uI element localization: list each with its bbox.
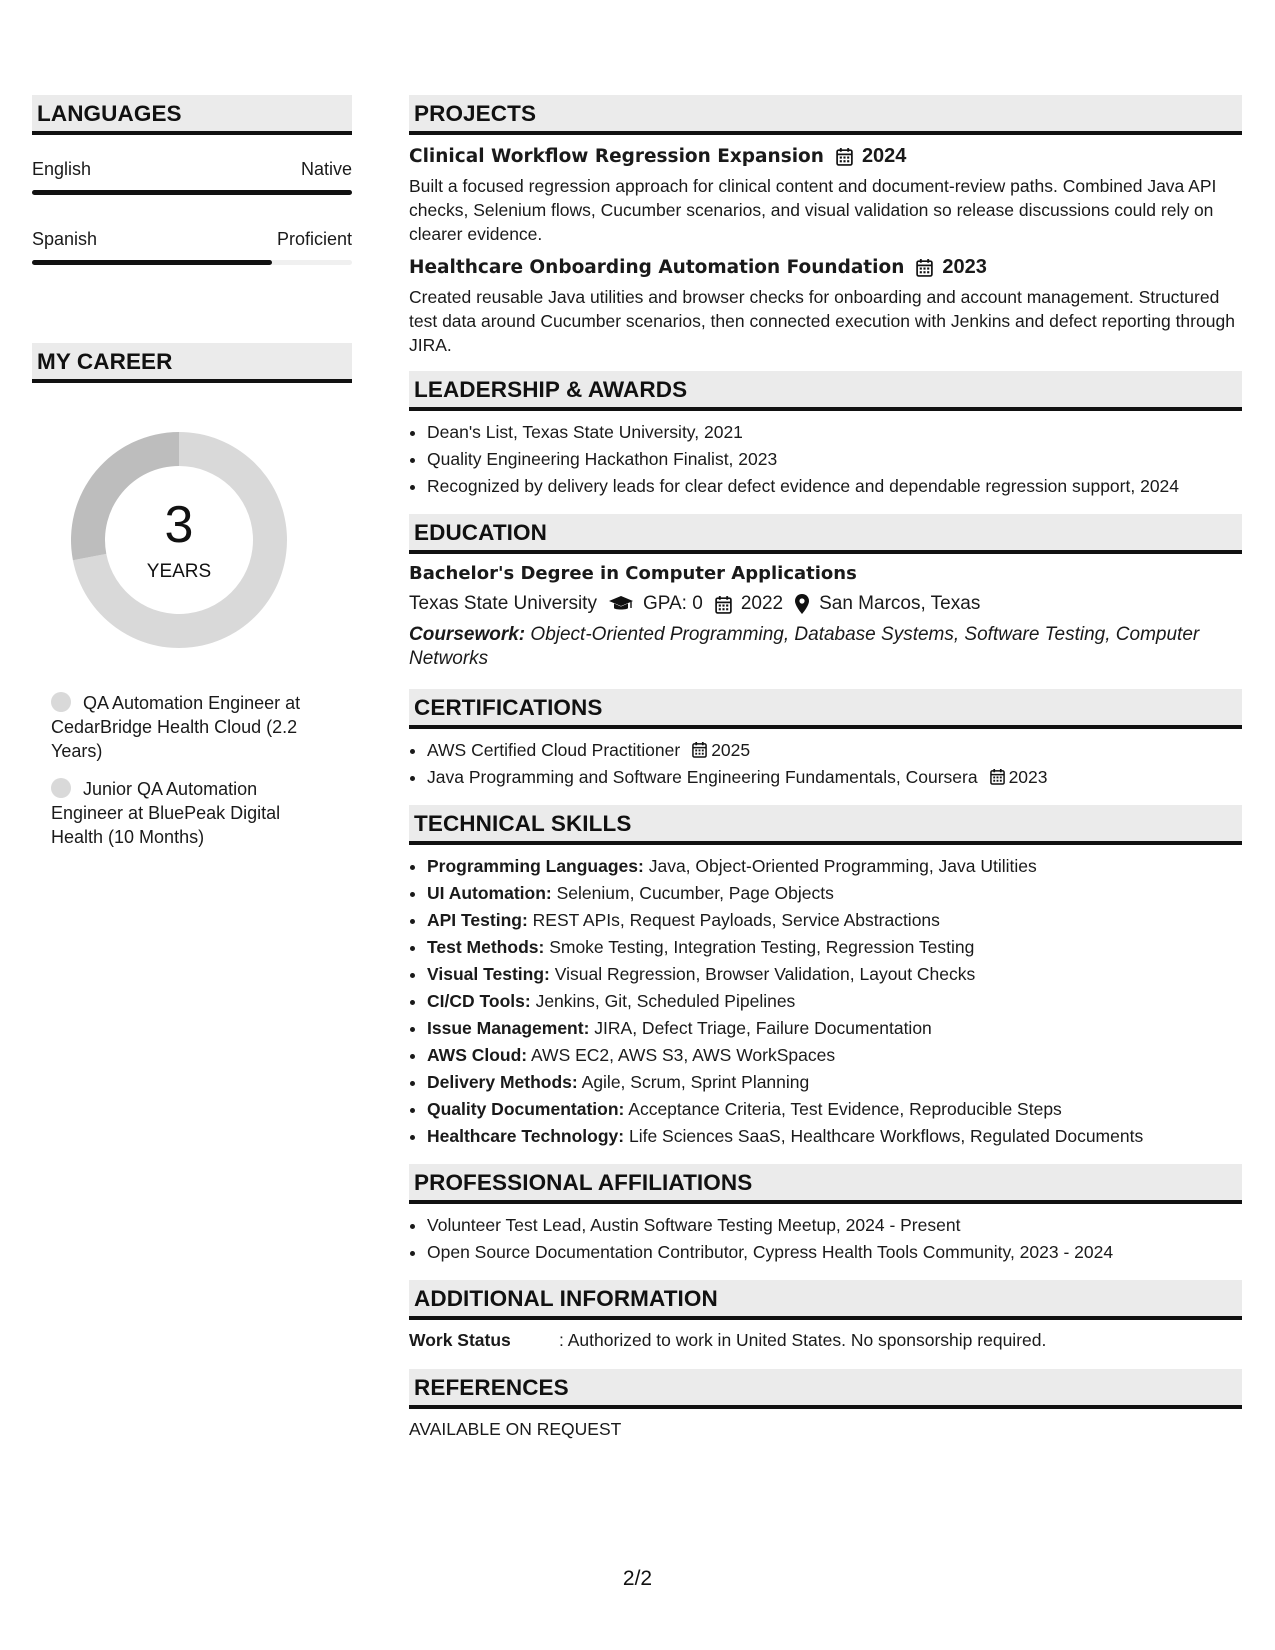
skill-values: AWS EC2, AWS S3, AWS WorkSpaces bbox=[531, 1045, 836, 1065]
education-coursework bbox=[409, 623, 1242, 671]
skill-values: Java, Object-Oriented Programming, Java Utilities bbox=[648, 856, 1037, 876]
skill-item bbox=[427, 1069, 1242, 1096]
references-heading: REFERENCES bbox=[409, 1369, 1242, 1409]
education-school: Texas State University bbox=[409, 593, 597, 614]
language-proficiency-fill bbox=[32, 190, 352, 195]
certification-name: AWS Certified Cloud Practitioner bbox=[427, 740, 681, 760]
skill-item bbox=[427, 880, 1242, 907]
coursework-list: Object-Oriented Programming, Database Systems, Software Testing, Computer Networks bbox=[409, 624, 1200, 669]
skill-values: Smoke Testing, Integration Testing, Regression Testing bbox=[549, 937, 975, 957]
skill-category: Healthcare Technology: bbox=[427, 1126, 625, 1146]
skills-section bbox=[409, 805, 1242, 1150]
affiliation-item: • Open Source Documentation Contributor, Cypress Health Tools Community, 2023 - 2024 bbox=[427, 1239, 1242, 1266]
certifications-section bbox=[409, 689, 1242, 791]
certification-year: 2023 bbox=[1008, 767, 1048, 787]
work-status-row bbox=[409, 1330, 1242, 1351]
career-legend-item bbox=[51, 691, 332, 763]
education-details bbox=[409, 593, 1242, 615]
skill-item bbox=[427, 1096, 1242, 1123]
career-heading: MY CAREER bbox=[32, 343, 352, 383]
career-donut-chart bbox=[66, 427, 292, 653]
leadership-item: • Quality Engineering Hackathon Finalist, 2023 bbox=[427, 446, 1242, 473]
skill-item bbox=[427, 1042, 1242, 1069]
calendar-icon bbox=[836, 147, 853, 166]
additional-heading: ADDITIONAL INFORMATION bbox=[409, 1280, 1242, 1320]
references-section bbox=[409, 1369, 1242, 1440]
career-legend bbox=[32, 691, 352, 849]
skill-item bbox=[427, 934, 1242, 961]
project-description: Created reusable Java utilities and browser checks for onboarding and account management. Structured test data around Cucumber scenarios, then connected execution with Jenkins and defect reporting through JIRA. bbox=[409, 287, 1235, 355]
language-item bbox=[32, 159, 352, 195]
certifications-heading: CERTIFICATIONS bbox=[409, 689, 1242, 729]
legend-dot bbox=[51, 778, 71, 798]
career-legend-label: Junior QA Automation Engineer at BluePeak Digital Health (10 Months) bbox=[51, 779, 281, 847]
right-column bbox=[409, 95, 1242, 1440]
skill-category: UI Automation: bbox=[427, 883, 552, 903]
skills-heading: TECHNICAL SKILLS bbox=[409, 805, 1242, 845]
skill-item bbox=[427, 907, 1242, 934]
skill-item bbox=[427, 1123, 1242, 1150]
additional-section bbox=[409, 1280, 1242, 1351]
affiliation-item: • Volunteer Test Lead, Austin Software Testing Meetup, 2024 - Present bbox=[427, 1212, 1242, 1239]
calendar-icon bbox=[692, 741, 707, 758]
skill-item bbox=[427, 961, 1242, 988]
leadership-heading: LEADERSHIP & AWARDS bbox=[409, 371, 1242, 411]
references-text: AVAILABLE ON REQUEST bbox=[409, 1419, 622, 1439]
certification-item bbox=[427, 764, 1242, 791]
page-number: 2/2 bbox=[622, 1567, 653, 1590]
skill-values: Life Sciences SaaS, Healthcare Workflows, Regulated Documents bbox=[628, 1126, 1144, 1146]
skill-values: Selenium, Cucumber, Page Objects bbox=[556, 883, 834, 903]
skill-category: CI/CD Tools: bbox=[427, 991, 531, 1011]
certification-name: Java Programming and Software Engineering Fundamentals, Coursera bbox=[427, 767, 978, 787]
affiliations-section bbox=[409, 1164, 1242, 1266]
location-pin-icon bbox=[795, 594, 809, 614]
language-level: Proficient bbox=[276, 229, 352, 249]
leadership-item: • Recognized by delivery leads for clear defect evidence and dependable regression support, 2024 bbox=[427, 473, 1242, 500]
calendar-icon bbox=[916, 258, 933, 277]
skill-values: JIRA, Defect Triage, Failure Documentation bbox=[594, 1018, 932, 1038]
skill-category: Test Methods: bbox=[427, 937, 545, 957]
skill-values: REST APIs, Request Payloads, Service Abstractions bbox=[532, 910, 940, 930]
language-proficiency-bar bbox=[32, 260, 352, 265]
language-name: Spanish bbox=[32, 229, 98, 249]
certification-item bbox=[427, 737, 1242, 764]
language-level: Native bbox=[300, 159, 352, 179]
skill-category: Visual Testing: bbox=[427, 964, 550, 984]
calendar-icon bbox=[715, 595, 732, 614]
skill-item bbox=[427, 988, 1242, 1015]
affiliations-heading: PROFESSIONAL AFFILIATIONS bbox=[409, 1164, 1242, 1204]
leadership-item: • Dean's List, Texas State University, 2021 bbox=[427, 419, 1242, 446]
education-section bbox=[409, 514, 1242, 671]
project-description: Built a focused regression approach for clinical content and document-review paths. Combined Java API checks, Selenium flows, Cucumber scenarios, and visual validation so release discussions could rely on clearer evidence. bbox=[409, 176, 1217, 244]
career-total-unit: YEARS bbox=[146, 561, 212, 582]
projects-heading: PROJECTS bbox=[409, 95, 1242, 135]
language-name: English bbox=[32, 159, 92, 179]
languages-heading: LANGUAGES bbox=[32, 95, 352, 135]
language-proficiency-fill bbox=[32, 260, 272, 265]
career-legend-label: QA Automation Engineer at CedarBridge Health Cloud (2.2 Years) bbox=[51, 693, 301, 761]
project-item bbox=[409, 145, 1242, 246]
skill-category: AWS Cloud: bbox=[427, 1045, 528, 1065]
skill-item bbox=[427, 853, 1242, 880]
skill-category: Delivery Methods: bbox=[427, 1072, 578, 1092]
skill-category: Programming Languages: bbox=[427, 856, 644, 876]
career-legend-item bbox=[51, 777, 332, 849]
education-heading: EDUCATION bbox=[409, 514, 1242, 554]
skill-category: Issue Management: bbox=[427, 1018, 590, 1038]
work-status-label: Work Status bbox=[409, 1330, 511, 1350]
education-location: San Marcos, Texas bbox=[819, 593, 981, 614]
leadership-section bbox=[409, 371, 1242, 500]
education-degree: Bachelor's Degree in Computer Applications bbox=[409, 563, 857, 584]
education-year: 2022 bbox=[740, 593, 784, 614]
project-year: 2023 bbox=[942, 256, 987, 278]
skill-values: Jenkins, Git, Scheduled Pipelines bbox=[535, 991, 796, 1011]
skill-values: Acceptance Criteria, Test Evidence, Reproducible Steps bbox=[628, 1099, 1062, 1119]
work-status-value: : Authorized to work in United States. No sponsorship required. bbox=[559, 1330, 1047, 1350]
language-proficiency-bar bbox=[32, 190, 352, 195]
skill-category: Quality Documentation: bbox=[427, 1099, 625, 1119]
project-name: Healthcare Onboarding Automation Foundation bbox=[409, 257, 905, 278]
left-column bbox=[32, 95, 352, 863]
education-gpa: GPA: 0 bbox=[642, 593, 703, 614]
graduation-cap-icon bbox=[609, 595, 633, 613]
calendar-icon bbox=[990, 768, 1005, 785]
skill-values: Visual Regression, Browser Validation, Layout Checks bbox=[554, 964, 976, 984]
project-name: Clinical Workflow Regression Expansion bbox=[409, 146, 824, 167]
project-item bbox=[409, 256, 1242, 357]
skill-category: API Testing: bbox=[427, 910, 528, 930]
coursework-label: Coursework: bbox=[409, 624, 526, 645]
legend-dot bbox=[51, 692, 71, 712]
language-item bbox=[32, 229, 352, 265]
skill-item bbox=[427, 1015, 1242, 1042]
skill-values: Agile, Scrum, Sprint Planning bbox=[581, 1072, 810, 1092]
career-total-number: 3 bbox=[164, 496, 194, 554]
project-year: 2024 bbox=[861, 145, 907, 167]
certification-year: 2025 bbox=[711, 740, 751, 760]
